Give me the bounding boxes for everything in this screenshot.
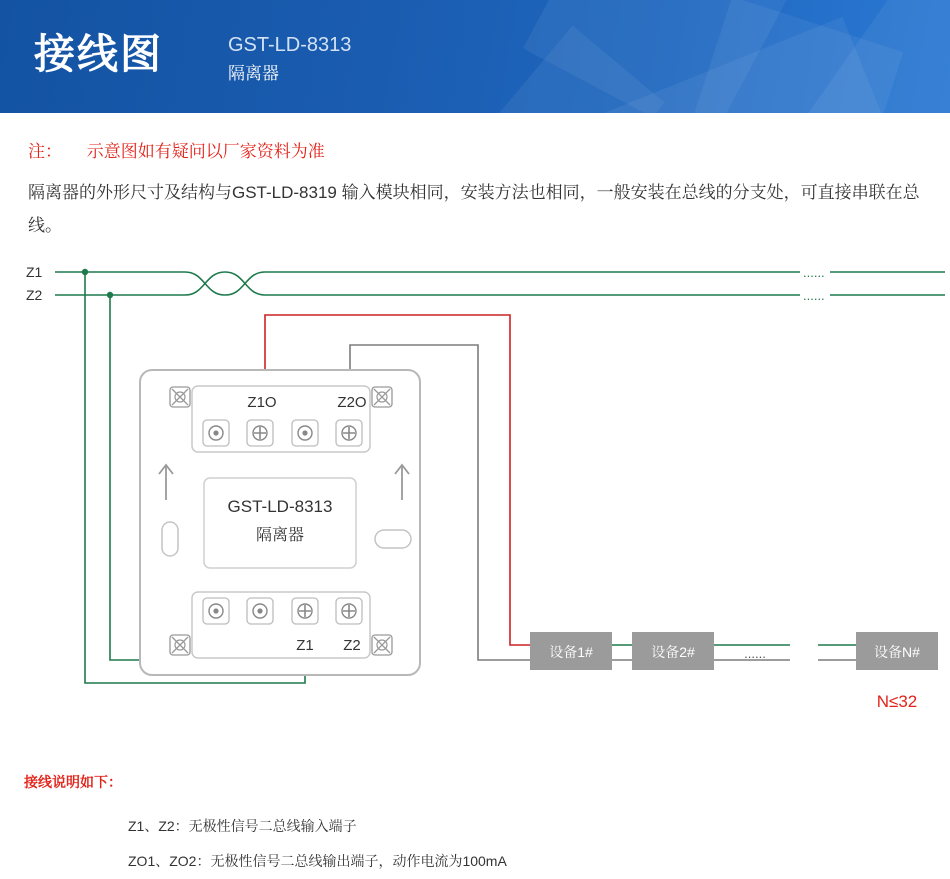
module-slot-left xyxy=(162,522,178,556)
bus-label-z1: Z1 xyxy=(26,264,43,280)
wiring-diagram xyxy=(0,240,950,740)
device-chain-ellipsis: ...... xyxy=(744,646,766,661)
page-title: 接线图 xyxy=(34,31,163,77)
page-header xyxy=(0,0,950,113)
notice-label: 注： xyxy=(28,142,62,161)
device-label-n: 设备N# xyxy=(874,644,920,660)
bus-label-z2: Z2 xyxy=(26,287,43,303)
mounting-screw-bottom-right xyxy=(372,635,392,655)
module-slot-right xyxy=(375,530,411,548)
header-model-number: GST-LD-8313 xyxy=(228,34,352,56)
description-text: 隔离器的外形尺寸及结构与GST-LD-8319 输入模块相同，安装方法也相同，一般安装在总线的分支处，可直接串联在总线。 xyxy=(28,183,920,235)
note-line-1: Z1、Z2：无极性信号二总线输入端子 xyxy=(128,818,357,834)
note-line-2: ZO1、ZO2：无极性信号二总线输出端子，动作电流为100mA xyxy=(128,853,507,869)
module-label-plate xyxy=(204,478,356,568)
device-label-2: 设备2# xyxy=(651,644,695,660)
bus-z2-ellipsis: ...... xyxy=(803,288,825,303)
terminal-label-z2: Z2 xyxy=(343,637,361,654)
header-subtitle: 隔离器 xyxy=(228,64,279,83)
notes-title: 接线说明如下： xyxy=(24,774,122,790)
bus-twist-1b xyxy=(185,272,225,295)
bus-z1-ellipsis: ...... xyxy=(803,265,825,280)
mounting-screw-bottom-left xyxy=(170,635,190,655)
notice-line xyxy=(28,140,325,164)
mounting-screw-top-right xyxy=(372,387,392,407)
bus-twist-2b xyxy=(225,272,265,295)
module-name-text: 隔离器 xyxy=(255,527,305,544)
device-limit-label: N≤32 xyxy=(876,692,918,711)
terminal-label-z1: Z1 xyxy=(296,637,314,654)
terminal-label-z2o: Z2O xyxy=(337,394,367,411)
mounting-screw-top-left xyxy=(170,387,190,407)
module-model-text: GST-LD-8313 xyxy=(227,497,333,516)
device-label-1: 设备1# xyxy=(549,644,593,660)
notice-text: 示意图如有疑问以厂家资料为准 xyxy=(86,142,325,161)
terminal-label-z1o: Z1O xyxy=(247,394,277,411)
